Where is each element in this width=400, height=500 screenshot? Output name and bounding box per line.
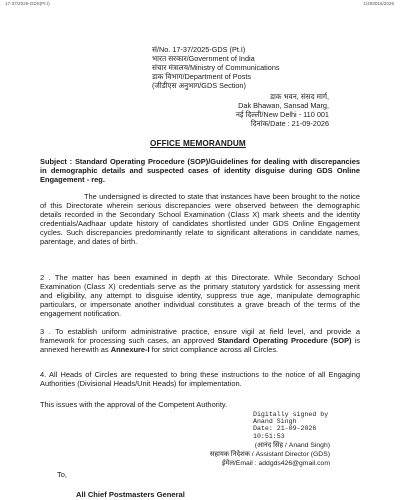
digital-signature-stamp: Digitally signed by Anand Singh Date: 21-09-2026 10:51:53 xyxy=(253,411,329,440)
memo-subject: Subject : Standard Operating Procedure (SOP)/Guidelines for dealing with discrepancies in demographic details and suspected cases of identity disguise during GDS Online Engagement - reg. xyxy=(40,157,360,185)
ministry-line: संचार मंत्रालय/Ministry of Communications xyxy=(152,63,280,72)
government-line: भारत सरकार/Government of India xyxy=(152,54,255,63)
section-line: (जीडीएस अनुभाग/GDS Section) xyxy=(152,81,246,90)
document-number-top: 1/493015/2026 xyxy=(363,1,394,6)
recipient-to-label: To, xyxy=(57,470,68,479)
annexure-emphasis: Annexure-I xyxy=(110,345,150,355)
paragraph-2: 2 . The matter has been examined in depth at this Directorate. While Secondary School Examination (Class X) credentials serve as the primary statutory yardstick for assessing merit and eligibility, any attempt to disguise identity, suppress true age, manipulate demographic particulars, or impersonate another individual constitutes a grave breach of the terms of the engagement notification. xyxy=(40,273,360,319)
file-reference-top: 17-37/2025-GDS(Pt.I) xyxy=(5,1,50,6)
address-hindi: डाक भवन, संसद मार्ग, xyxy=(270,92,329,101)
sop-emphasis: Standard Operating Procedure (SOP) xyxy=(217,336,352,346)
paragraph-3: 3 . To establish uniform administrative practice, ensure vigil at field level, and provide a framework for processing such cases, an approved Standard Operating Procedure (SOP) is annexed herewith as Annexure-I for strict compliance across all Circles. xyxy=(40,327,361,355)
file-number: सं/No. 17-37/2025-GDS (Pt.I) xyxy=(152,45,246,54)
approval-line: This issues with the approval of the Competent Authority. xyxy=(40,400,228,409)
memo-date: दिनांक/Date : 21-09-2026 xyxy=(250,119,329,128)
signatory-designation: सहायक निदेशक / Assistant Director (GDS) xyxy=(209,451,330,458)
paragraph-1: The undersigned is directed to state that instances have been brought to the notice of this Directorate wherein serious discrepancies were observed between the demographic details recorded in the Secondary School Examination (Class X) mark sheets and the identity credentials/Aadhaar update history of candidates shortlisted under GDS Online Engagement cycles. Such discrepancies predominantly relate to significant alterations in candidate names, parentage, and dates of birth. xyxy=(40,192,360,247)
recipient-addressee: All Chief Postmasters General xyxy=(76,490,185,499)
department-line: डाक विभाग/Department of Posts xyxy=(152,72,252,81)
address-city: नई दिल्ली/New Delhi - 110 001 xyxy=(235,110,329,119)
paragraph-4: 4. All Heads of Circles are requested to bring these instructions to the notice of all Engaging Authorities (Divisional Heads/Unit Heads) for implementation. xyxy=(40,370,360,389)
memo-title: OFFICE MEMORANDUM xyxy=(150,139,246,148)
signatory-name: (आनंद सिंह / Anand Singh) xyxy=(254,442,330,449)
address-english: Dak Bhawan, Sansad Marg, xyxy=(238,101,329,110)
signatory-email: ईमेल/Email : addgds426@gmail.com xyxy=(221,460,330,467)
